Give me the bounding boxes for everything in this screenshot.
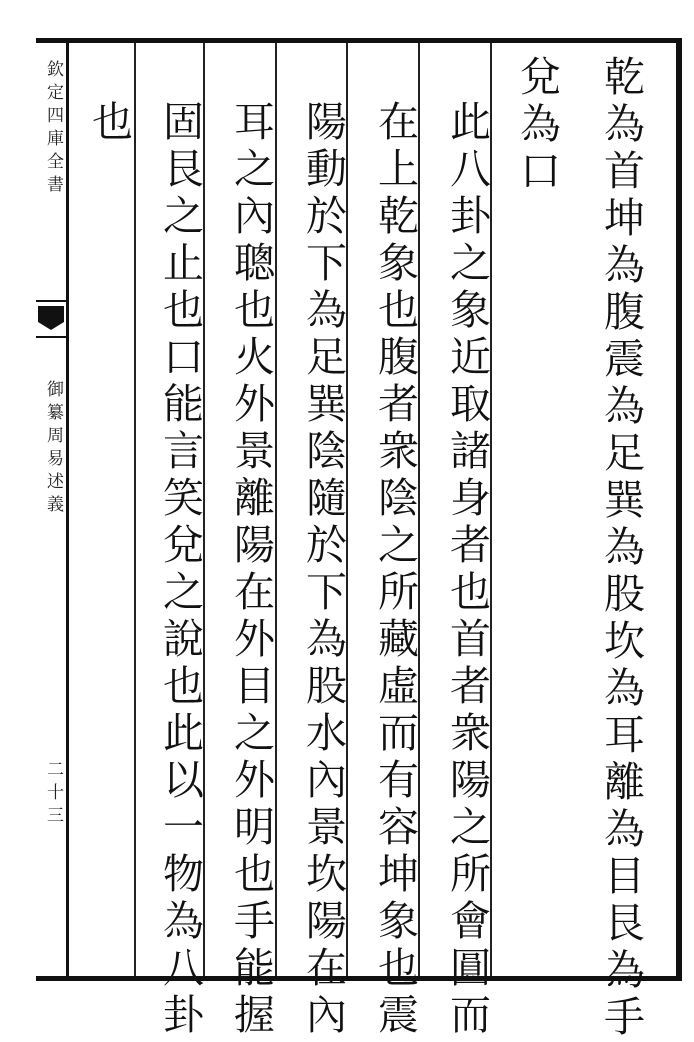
text-column-7: 固艮之止也口能言笑兌之說也此以一物為八卦: [156, 100, 204, 1040]
text-column-5: 陽動於下為足巽陰隨於下為股水內景坎陽在內: [299, 100, 347, 1040]
margin-page-number: 二十三: [43, 760, 63, 829]
margin-book-title: 御纂周易述義: [43, 380, 63, 518]
frame-right-border: [676, 38, 682, 981]
frame-top-border: [36, 38, 682, 43]
frame-left-border: [66, 43, 69, 976]
text-column-4: 在上乾象也腹者衆陰之所藏虛而有容坤象也震: [371, 100, 419, 1040]
text-column-1: 乾為首坤為腹震為足巽為股坎為耳離為目艮為手: [597, 55, 645, 1042]
text-column-6: 耳之內聰也火外景離陽在外目之外明也手能握: [227, 100, 275, 1040]
text-column-8: 也: [85, 100, 133, 147]
text-column-3: 此八卦之象近取諸身者也首者衆陽之所會圓而: [443, 100, 491, 1040]
fishtail-mark-icon: [36, 300, 66, 340]
margin-collection-title: 欽定四庫全書: [43, 60, 63, 198]
column-divider: [134, 43, 136, 976]
text-column-2: 兌為口: [513, 55, 561, 196]
